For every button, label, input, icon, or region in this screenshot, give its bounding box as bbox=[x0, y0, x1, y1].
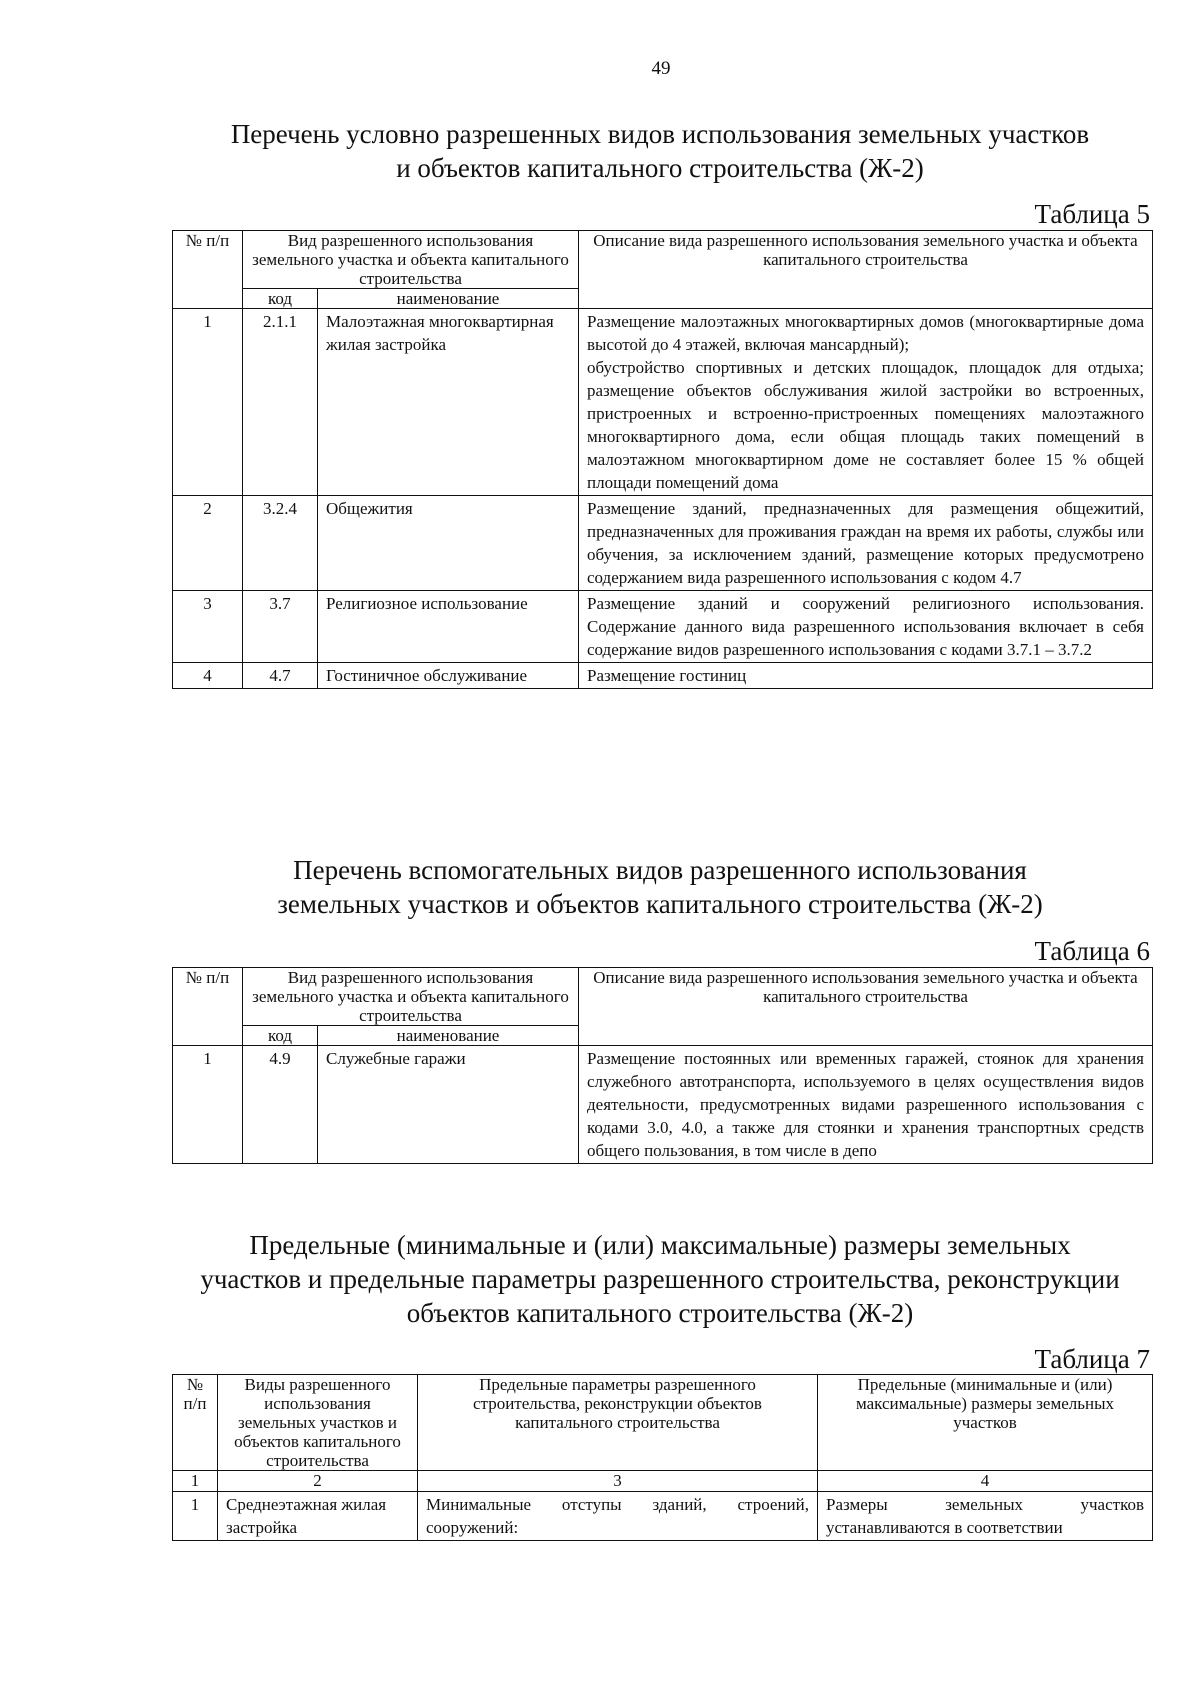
table5-header-kind: Вид разрешенного использования земельного участка и объекта капитального строительства bbox=[243, 231, 579, 289]
row-desc: Размещение зданий и сооружений религиозного использования. Содержание данного вида разрешенного использования включает в себя содержание видов разрешенного использования с кодами 3.7.1 – 3.7.2 bbox=[579, 591, 1153, 663]
page-number: 49 bbox=[651, 58, 671, 79]
table6-header-desc: Описание вида разрешенного использования земельного участка и объекта капитального строительства bbox=[579, 968, 1153, 1046]
table-row bbox=[173, 1046, 1153, 1164]
row-desc: Размещение гостиниц bbox=[579, 663, 1153, 689]
table6 bbox=[172, 967, 1153, 1164]
table-row bbox=[173, 663, 1153, 689]
table7-label: Таблица 7 bbox=[1034, 1344, 1150, 1374]
row-num: 1 bbox=[173, 1046, 243, 1164]
row-name: Религиозное использование bbox=[318, 591, 579, 663]
row-name: Служебные гаражи bbox=[318, 1046, 579, 1164]
col-number: 1 bbox=[173, 1471, 218, 1492]
row-code: 3.2.4 bbox=[243, 496, 318, 591]
table6-label: Таблица 6 bbox=[1034, 936, 1150, 966]
table7 bbox=[172, 1374, 1153, 1541]
table5-header-num: № п/п bbox=[173, 231, 243, 309]
row-name: Малоэтажная многоквартирная жилая застройка bbox=[318, 309, 579, 496]
table5-label: Таблица 5 bbox=[1034, 199, 1150, 229]
row-num: 2 bbox=[173, 496, 243, 591]
section2-heading bbox=[170, 853, 1150, 921]
table6-header-code: код bbox=[243, 1026, 318, 1046]
row-kind: Среднеэтажная жилая застройка bbox=[218, 1492, 418, 1541]
section2-heading-line1: Перечень вспомогательных видов разрешенного использования bbox=[293, 855, 1027, 885]
row-name: Гостиничное обслуживание bbox=[318, 663, 579, 689]
section3-heading-line3: объектов капитального строительства (Ж-2) bbox=[406, 1298, 914, 1328]
row-desc-part: Размещение малоэтажных многоквартирных домов (многоквартирные дома высотой до 4 этажей, включая мансардный); bbox=[587, 312, 1144, 354]
table6-header-name: наименование bbox=[318, 1026, 579, 1046]
row-desc: Размещение постоянных или временных гаражей, стоянок для хранения служебного автотранспорта, используемого в целях осуществления видов деятельности, предусмотренных видами разрешенного использования с кодами 3.0, 4.0, а также для стоянки и хранения транспортных средств общего пользования, в том числе в депо bbox=[579, 1046, 1153, 1164]
row-code: 3.7 bbox=[243, 591, 318, 663]
table7-header-params: Предельные параметры разрешенного строительства, реконструкции объектов капитального строительства bbox=[418, 1375, 818, 1471]
table-row bbox=[173, 309, 1153, 496]
table5-header-code: код bbox=[243, 289, 318, 309]
col-number: 2 bbox=[218, 1471, 418, 1492]
section1-heading bbox=[170, 117, 1150, 185]
row-params: Минимальные отступы зданий, строений, сооружений: bbox=[418, 1492, 818, 1541]
col-number: 3 bbox=[418, 1471, 818, 1492]
row-num: 4 bbox=[173, 663, 243, 689]
table-row bbox=[173, 496, 1153, 591]
table5-header-desc: Описание вида разрешенного использования земельного участка и объекта капитального строительства bbox=[579, 231, 1153, 309]
row-name: Общежития bbox=[318, 496, 579, 591]
row-num: 3 bbox=[173, 591, 243, 663]
table5-header-name: наименование bbox=[318, 289, 579, 309]
row-desc bbox=[579, 309, 1153, 496]
section3-heading-line1: Предельные (минимальные и (или) максимальные) размеры земельных bbox=[249, 1230, 1071, 1260]
row-num: 1 bbox=[173, 1492, 218, 1541]
row-num: 1 bbox=[173, 309, 243, 496]
table7-header-num: № п/п bbox=[173, 1375, 218, 1471]
section3-heading-line2: участков и предельные параметры разрешенного строительства, реконструкции bbox=[200, 1264, 1120, 1294]
table6-header-kind: Вид разрешенного использования земельного участка и объекта капитального строительства bbox=[243, 968, 579, 1026]
section1-heading-line1: Перечень условно разрешенных видов использования земельных участков bbox=[230, 119, 1090, 149]
table5 bbox=[172, 230, 1153, 689]
row-code: 4.7 bbox=[243, 663, 318, 689]
col-number: 4 bbox=[818, 1471, 1153, 1492]
table-row bbox=[173, 1492, 1153, 1541]
table7-header-kinds: Виды разрешенного использования земельных участков и объектов капитального строительства bbox=[218, 1375, 418, 1471]
row-desc: Размещение зданий, предназначенных для размещения общежитий, предназначенных для проживания граждан на время их работы, службы или обучения, за исключением зданий, размещение которых предусмотрено содержанием вида разрешенного использования с кодом 4.7 bbox=[579, 496, 1153, 591]
section2-heading-line2: земельных участков и объектов капитального строительства (Ж-2) bbox=[277, 889, 1043, 919]
section3-heading bbox=[170, 1228, 1150, 1330]
row-code: 4.9 bbox=[243, 1046, 318, 1164]
row-code: 2.1.1 bbox=[243, 309, 318, 496]
table-row bbox=[173, 591, 1153, 663]
row-sizes: Размеры земельных участков устанавливаются в соответствии bbox=[818, 1492, 1153, 1541]
table7-header-sizes: Предельные (минимальные и (или) максимальные) размеры земельных участков bbox=[818, 1375, 1153, 1471]
table6-header-num: № п/п bbox=[173, 968, 243, 1046]
section1-heading-line2: и объектов капитального строительства (Ж-2) bbox=[396, 153, 924, 183]
row-desc-part: обустройство спортивных и детских площадок, площадок для отдыха; размещение объектов обслуживания жилой застройки во встроенных, пристроенных и встроенно-пристроенных помещениях малоэтажного многоквартирного дома, если общая площадь таких помещений в малоэтажном многоквартирном доме не составляет более 15 % общей площади помещений дома bbox=[587, 358, 1144, 492]
